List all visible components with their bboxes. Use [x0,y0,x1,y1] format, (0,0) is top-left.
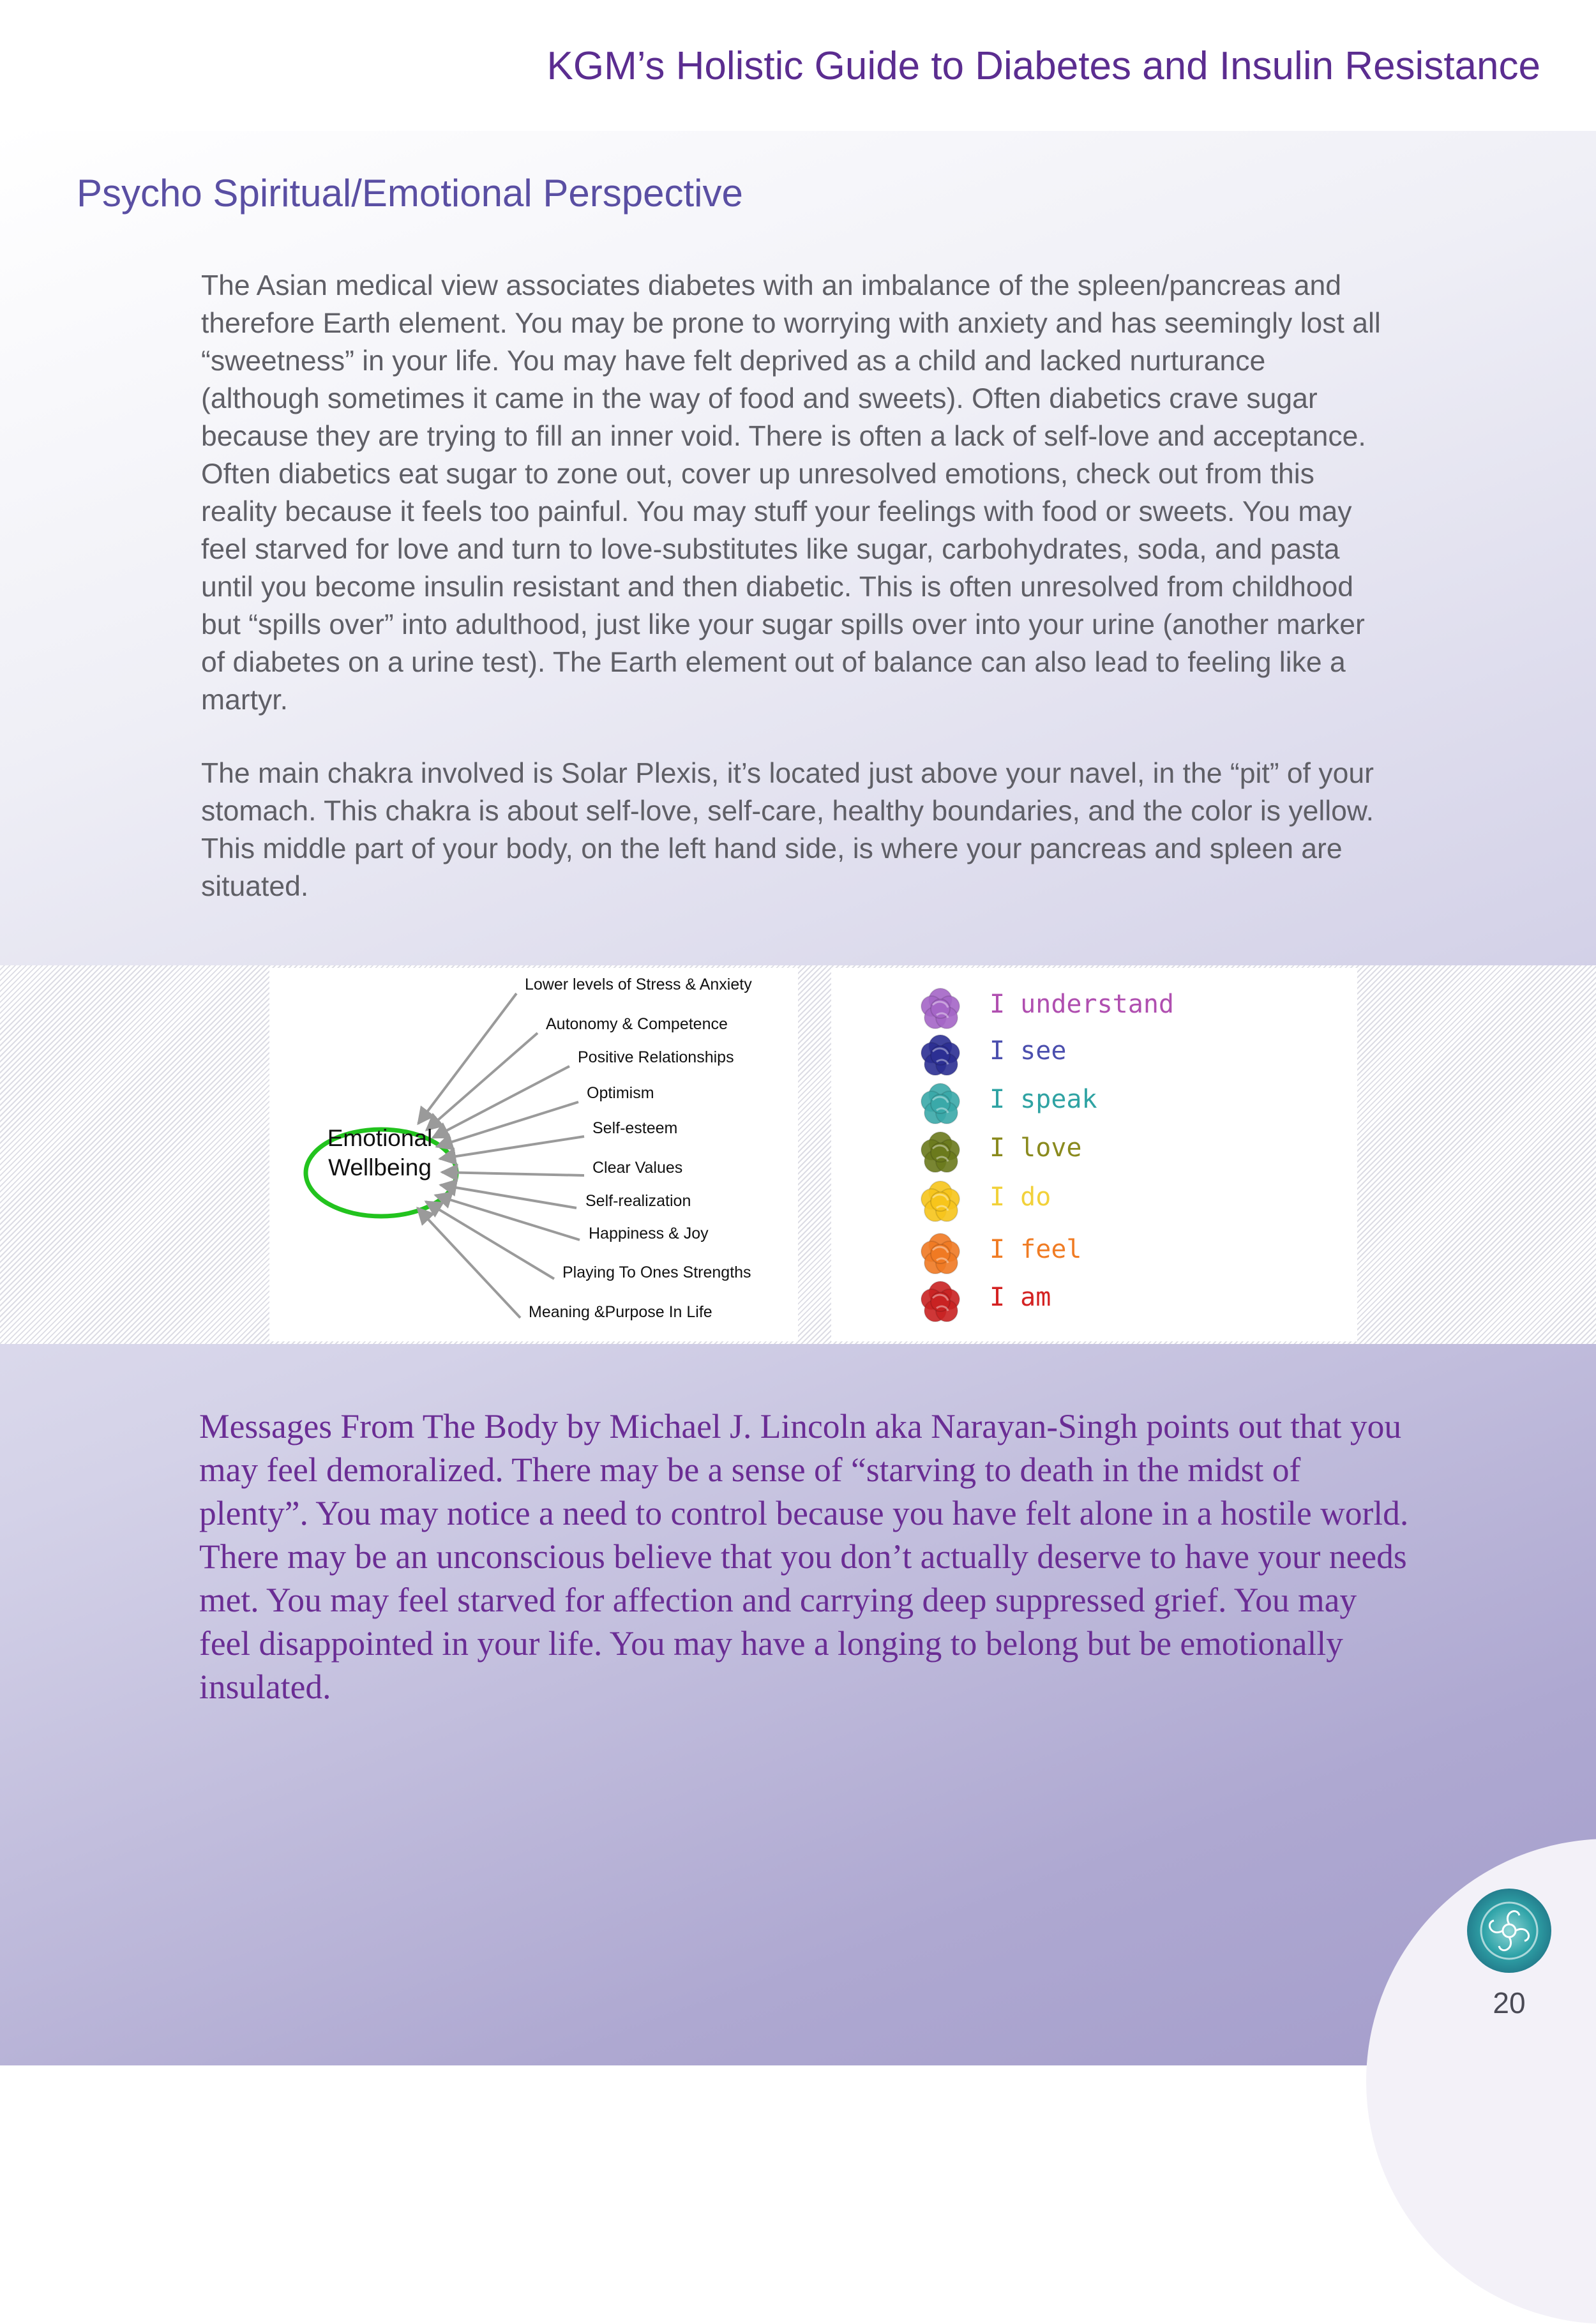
chakra-affirmation-label: I feel [990,1235,1082,1264]
wellbeing-arrow-1 [418,993,516,1124]
wellbeing-item-3: Positive Relationships [578,1048,734,1066]
emotional-wellbeing-diagram [269,968,798,1341]
chakra-affirmation-label: I do [990,1182,1051,1212]
wellbeing-arrow-8 [435,1195,580,1240]
crumpled-flower-icon [917,1081,963,1127]
body-quote: Messages From The Body by Michael J. Lincoln aka Narayan-Singh points out that you may feel demoralized. There may be a sense of “starving to death in the midst of plenty”. You may notice a need to control because you have felt alone in a hostile world. There may be an unconscious believe that you don’t actually deserve to have your needs met. You may feel starved for affection and carrying deep suppressed grief. You may feel disappointed in your life. You may have a longing to belong but be emotionally insulated. [199,1407,1409,1706]
wellbeing-arrow-7 [440,1185,576,1208]
wellbeing-arrow-2 [426,1033,538,1130]
crumpled-flower-icon [917,1129,963,1175]
crumpled-flower-icon [917,1279,963,1325]
wellbeing-arrow-10 [418,1208,520,1318]
chakra-affirmation-label: I understand [990,990,1174,1019]
crumpled-flower-icon [917,1179,963,1225]
wellbeing-item-9: Playing To Ones Strengths [562,1264,751,1281]
chakra-affirmation-label: I see [990,1036,1067,1066]
wellbeing-item-2: Autonomy & Competence [546,1015,728,1033]
wellbeing-item-6: Clear Values [592,1159,683,1177]
header-title: KGM’s Holistic Guide to Diabetes and Insulin Resistance [546,44,1540,88]
wellbeing-item-1: Lower levels of Stress & Anxiety [525,976,752,993]
crumpled-flower-icon [917,1231,963,1277]
page-number: 20 [1493,1986,1526,2019]
crumpled-flower-icon [917,986,963,1032]
chakra-affirmations-image [831,968,1357,1341]
section-title: Psycho Spiritual/Emotional Perspective [77,172,743,215]
chakra-affirmation-label: I love [990,1133,1082,1163]
wellbeing-item-10: Meaning &Purpose In Life [529,1303,712,1321]
chakra-affirmation-label: I am [990,1283,1051,1312]
crumpled-flower-icon [917,1032,963,1078]
wellbeing-item-4: Optimism [587,1084,654,1102]
chakra-affirmation-label: I speak [990,1085,1097,1114]
wellbeing-item-7: Self-realization [585,1192,691,1210]
wellbeing-center-line-1: Emotional [327,1125,433,1151]
wellbeing-center-line-2: Wellbeing [328,1154,432,1181]
body-paragraph-1: The Asian medical view associates diabetes with an imbalance of the spleen/pancreas and therefore Earth element. You may be prone to worrying with anxiety and has seemingly lost all “sweetness” in your life. You may have felt deprived as a child and lacked nurturance (although sometimes it came in the way of food and sweets). Often diabetics crave sugar because they are trying to fill an inner void. There is often a lack of self-love and acceptance. Often diabetics eat sugar to zone out, cover up unresolved emotions, check out from this reality because it feels too painful. You may stuff your feelings with food or sweets. You may feel starved for love and turn to love-substitutes like sugar, carbohydrates, soda, and pasta until you become insulin resistant and then diabetic. This is often unresolved from childhood but “spills over” into adulthood, just like your sugar spills over into your urine (another marker of diabetes on a urine test). The Earth element out of balance can also lead to feeling like a martyr. [201,270,1381,716]
wellbeing-item-8: Happiness & Joy [589,1225,709,1242]
mandala-logo-icon [1466,1887,1553,1974]
wellbeing-center-label [300,1124,460,1182]
body-paragraph-2: The main chakra involved is Solar Plexis, it’s located just above your navel, in the “pit” of your stomach. This chakra is about self-love, self-care, healthy boundaries, and the color is yellow. This middle part of your body, on the left hand side, is where your pancreas and spleen are situated. [201,758,1374,902]
wellbeing-arrow-6 [442,1172,584,1175]
wellbeing-item-5: Self-esteem [592,1119,678,1137]
